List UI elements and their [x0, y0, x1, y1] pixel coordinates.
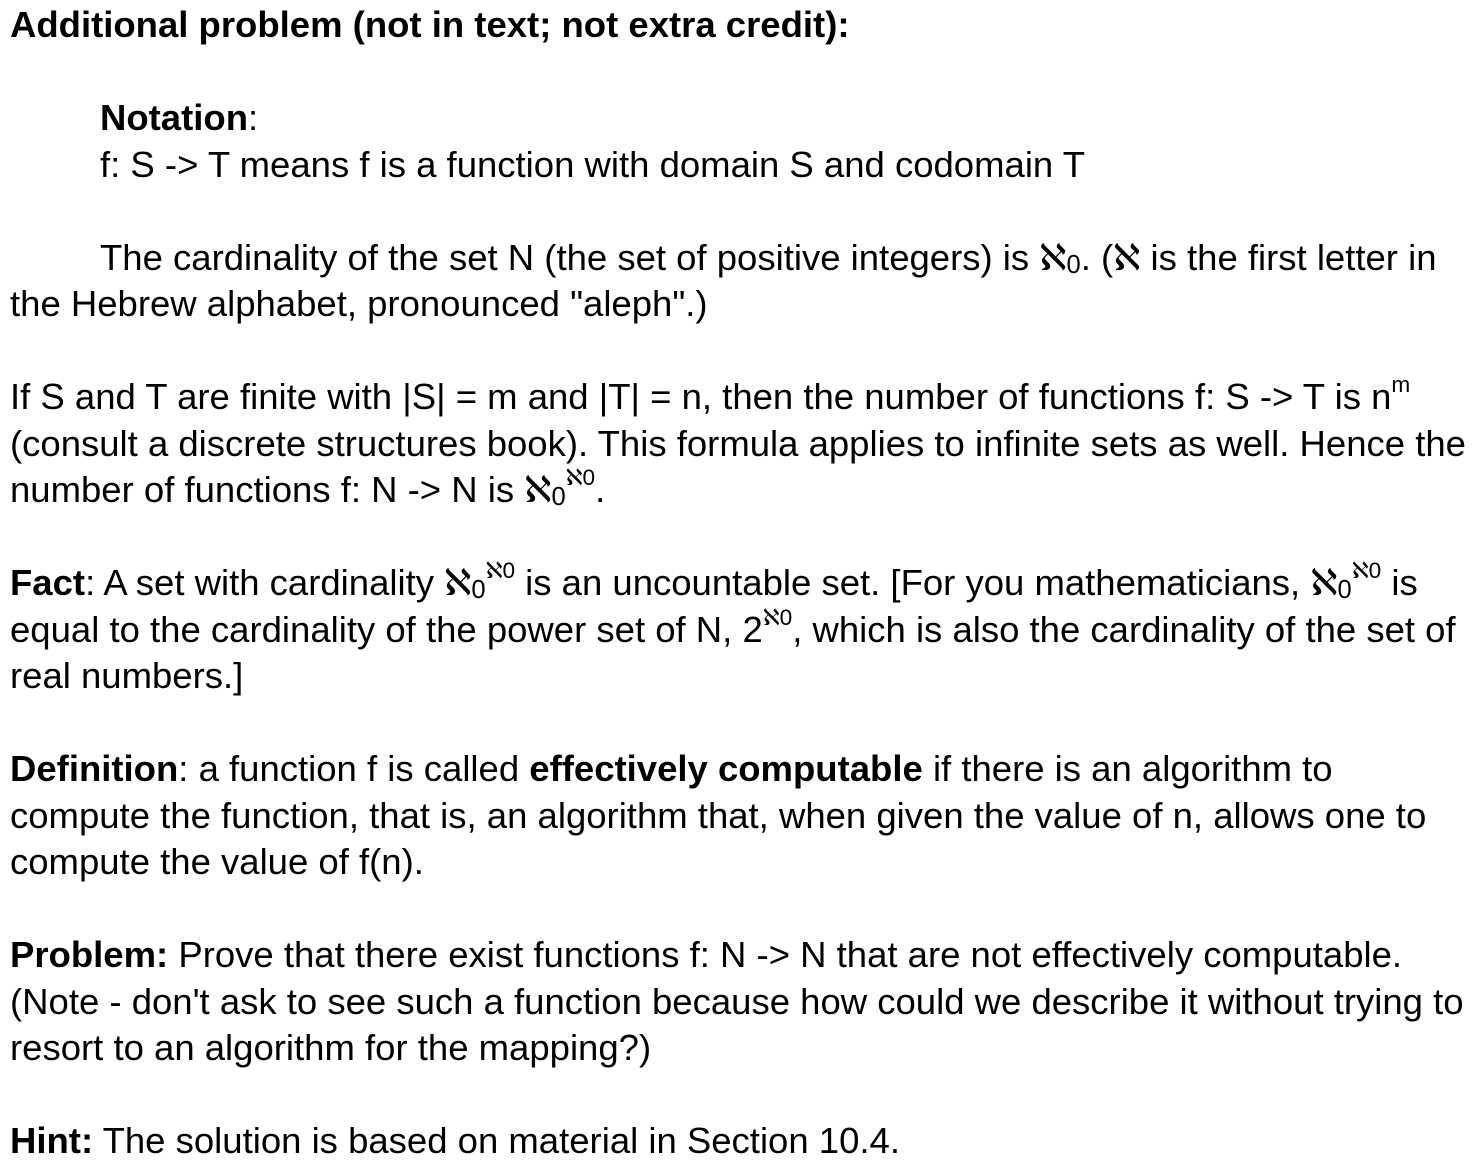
aleph-symbol: ℵ — [1039, 235, 1067, 279]
fact-label: Fact — [10, 562, 86, 603]
aleph-exponent-index: 0 — [582, 465, 596, 491]
aleph-subscript: 0 — [551, 483, 566, 512]
fact-paragraph — [10, 560, 1476, 700]
definition-term: effectively computable — [529, 748, 923, 789]
aleph-exponent — [566, 465, 595, 490]
notation-heading — [100, 95, 1476, 142]
problem-label: Problem: — [10, 934, 169, 975]
notation-section — [10, 95, 1476, 188]
aleph-symbol: ℵ — [444, 561, 472, 604]
aleph-subscript: 0 — [1337, 576, 1352, 605]
aleph-exponent-symbol: ℵ — [762, 604, 780, 631]
aleph-symbol: ℵ — [524, 468, 552, 511]
aleph-exponent — [486, 558, 515, 583]
spacer — [10, 514, 1476, 561]
aleph-exponent-index: 0 — [502, 558, 516, 584]
problem-paragraph — [10, 932, 1476, 1072]
cardinality-text-a: The cardinality of the set N (the set of positive integers) is — [100, 236, 1040, 278]
spacer — [10, 328, 1476, 375]
hint-label: Hint: — [10, 1120, 94, 1161]
fact-text-d: , which is also the cardinality of the set of real numbers.] — [10, 608, 1456, 696]
cardinality-text-c: is the first letter in the Hebrew alphabet, pronounced "aleph".) — [10, 236, 1437, 324]
aleph-exponent — [1352, 558, 1381, 583]
hint-paragraph — [10, 1118, 1476, 1165]
aleph-exponent — [763, 605, 792, 630]
aleph-exponent-index: 0 — [779, 604, 793, 630]
cardinality-paragraph — [10, 235, 1476, 328]
definition-label: Definition — [10, 748, 179, 789]
fact-text-b: is an uncountable set. [For you mathematicians, — [515, 562, 1311, 603]
cardinality-text-b: . ( — [1080, 236, 1114, 278]
finite-text-a: If S and T are finite with |S| = m and |T| = n, then the number of functions f: S -> T is n — [10, 376, 1392, 417]
spacer — [10, 1072, 1476, 1119]
hint-text: The solution is based on material in Section 10.4. — [93, 1120, 900, 1161]
problem-text: Prove that there exist functions f: N -> N that are not effectively computable. (Note - don't ask to see such a function because how could we describe it without trying to resort to an algorithm for the mapping?) — [10, 934, 1464, 1068]
fact-text-a: : A set with cardinality — [85, 562, 445, 603]
document-body — [10, 0, 1476, 1165]
aleph-exponent-symbol: ℵ — [565, 465, 583, 492]
notation-label: Notation — [100, 97, 248, 138]
finite-sets-paragraph — [10, 374, 1476, 514]
finite-text-b: (consult a discrete structures book). This formula applies to infinite sets as well. Hence the number of functions f: N -> N is — [10, 422, 1466, 510]
notation-line: f: S -> T means f is a function with domain S and codomain T — [100, 143, 1086, 185]
aleph-subscript: 0 — [471, 576, 486, 605]
finite-text-c: . — [595, 469, 606, 510]
aleph-exponent-index: 0 — [1368, 558, 1382, 584]
definition-text-a: : a function f is called — [178, 748, 530, 789]
spacer — [10, 700, 1476, 747]
notation-colon: : — [248, 97, 259, 138]
spacer — [10, 188, 1476, 235]
aleph-exponent-symbol: ℵ — [485, 558, 503, 585]
spacer — [10, 886, 1476, 933]
page-title: Additional problem (not in text; not extra credit): — [10, 4, 850, 45]
fact-text-c: is equal to the cardinality of the power set of N, 2 — [10, 562, 1418, 650]
aleph-exponent-symbol: ℵ — [1351, 558, 1369, 585]
aleph-symbol: ℵ — [1310, 561, 1338, 604]
spacer — [10, 49, 1476, 96]
definition-paragraph — [10, 746, 1476, 886]
aleph-subscript: 0 — [1066, 250, 1081, 279]
exponent-m: m — [1391, 372, 1411, 398]
definition-text-b: if there is an algorithm to compute the function, that is, an algorithm that, when given the value of n, allows one to compute the value of f(n). — [10, 748, 1427, 882]
aleph-symbol: ℵ — [1113, 235, 1141, 279]
